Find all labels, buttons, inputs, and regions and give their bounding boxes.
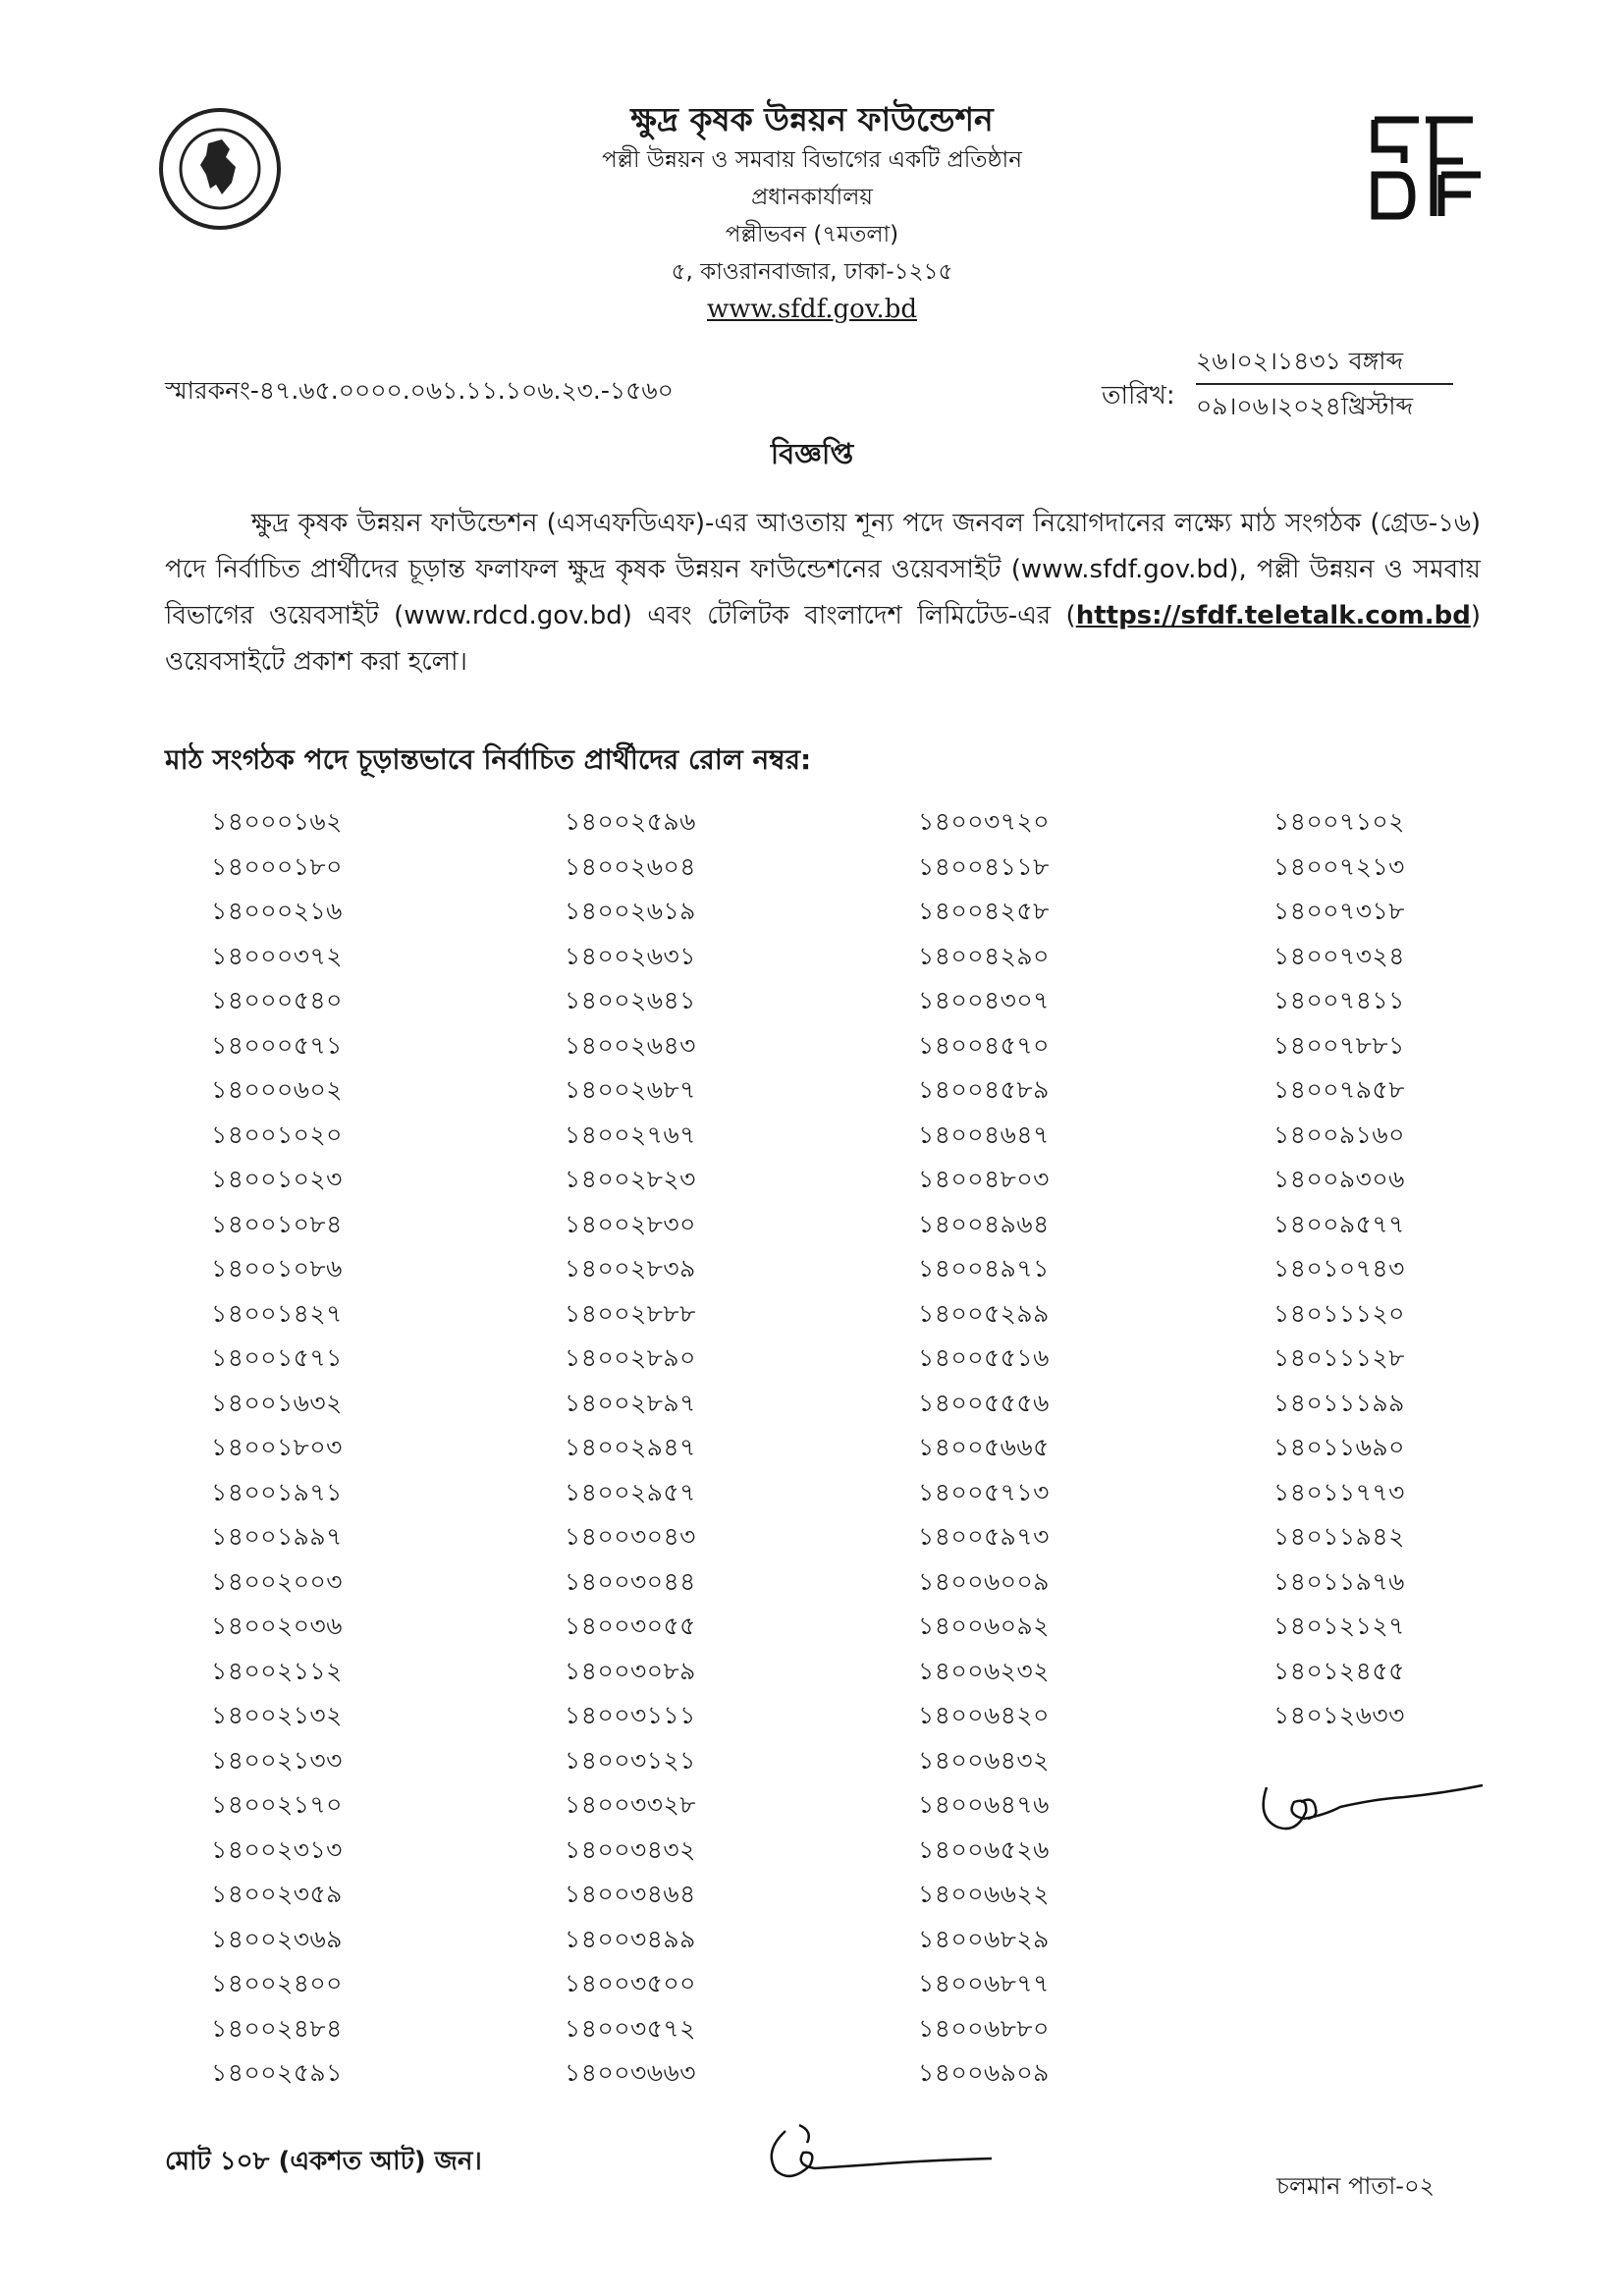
roll-number: ১৪০১১৬৯০ [1273, 1433, 1405, 1461]
roll-number: ১৪০০১০৮৬ [211, 1254, 343, 1283]
roll-number: ১৪০০৭২১৩ [1273, 851, 1405, 881]
roll-number: ১৪০০৯৩০৬ [1273, 1165, 1405, 1193]
building-name: পল্লীভবন (৭মতলা) [725, 222, 899, 247]
date-label: তারিখ: [1102, 381, 1175, 410]
roll-number: ১৪০০২৫৯১ [211, 2058, 343, 2087]
roll-number: ১৪০০৪২৯০ [918, 941, 1050, 970]
roll-number: ১৪০০১৬৩২ [211, 1388, 343, 1417]
roll-number: ১৪০০৩৩২৮ [565, 1790, 696, 1819]
roll-number: ১৪০০২৭৬৭ [565, 1120, 696, 1149]
roll-number: ১৪০০৬৪৭৬ [918, 1790, 1050, 1819]
roll-number: ১৪০০২৩৫৯ [211, 1880, 343, 1908]
roll-number: ১৪০১১৭৭৩ [1273, 1477, 1405, 1506]
office-name: প্রধানকার্যালয় [751, 185, 873, 210]
roll-number: ১৪০০৯৫৭৭ [1273, 1209, 1405, 1238]
roll-number: ১৪০০৩১২১ [565, 1745, 696, 1775]
roll-number: ১৪০০৪৯৭১ [918, 1254, 1050, 1283]
roll-number: ১৪০০২৬১৯ [565, 897, 696, 925]
roll-number: ১৪০০১৯৭১ [211, 1477, 343, 1506]
roll-number: ১৪০১১১২৮ [1273, 1343, 1405, 1372]
roll-number: ১৪০০৪৩০৭ [918, 986, 1050, 1014]
roll-number: ১৪০০০১৬২ [211, 807, 343, 836]
organization-subtitle: পল্লী উন্নয়ন ও সমবায় বিভাগের একটি প্রতিষ্ঠান [602, 147, 1022, 173]
roll-number: ১৪০১১১৯৯ [1273, 1388, 1405, 1417]
roll-number: ১৪০০১৮০৩ [211, 1433, 343, 1461]
roll-number: ১৪০০২০৩৬ [211, 1612, 343, 1640]
roll-number: ১৪০০৬৪৩২ [918, 1745, 1050, 1775]
roll-number: ১৪০০২৮৩৯ [565, 1254, 696, 1283]
signature [1247, 1758, 1492, 1846]
roll-number: ১৪০০২৯৪৭ [565, 1433, 696, 1461]
roll-number: ১৪০০২৮৯৭ [565, 1388, 696, 1417]
roll-number: ১৪০০০৩৭২ [211, 941, 343, 970]
roll-number: ১৪০০১৫৭১ [211, 1343, 343, 1372]
total-count: মোট ১০৮ (একশত আট) জন। [165, 2147, 482, 2176]
roll-number: ১৪০০৭৪১১ [1273, 986, 1405, 1014]
memo-reference: স্মারকনং-৪৭.৬৫.০০০০.০৬১.১১.১০৬.২৩.-১৫৬০ [165, 376, 674, 405]
roll-number: ১৪০০০৫৪০ [211, 986, 343, 1014]
roll-number: ১৪০০৩০৪৪ [565, 1566, 696, 1596]
roll-number: ১৪০০২৫৯৬ [565, 807, 696, 836]
roll-number: ১৪০০৬৬২২ [918, 1880, 1050, 1908]
roll-number: ১৪০০৩৬৬৩ [565, 2058, 696, 2087]
roll-number: ১৪০০০১৮০ [211, 851, 343, 881]
roll-number: ১৪০১১৯৪২ [1273, 1522, 1405, 1551]
roll-number: ১৪০০২৩৬৯ [211, 1924, 343, 1953]
roll-number: ১৪০০৬২৩২ [918, 1656, 1050, 1685]
roll-number: ১৪০০৪৫৭০ [918, 1030, 1050, 1060]
roll-number: ১৪০০৫৫১৬ [918, 1343, 1050, 1372]
notice-body [165, 501, 1481, 685]
roll-number: ১৪০০৪৫৮৯ [918, 1075, 1050, 1104]
government-emblem [157, 106, 283, 232]
roll-number: ১৪০০৬৪২০ [918, 1701, 1050, 1729]
date-block [1196, 344, 1453, 424]
roll-number: ১৪০০৬৯০৯ [918, 2058, 1050, 2087]
roll-number: ১৪০০২৮৯০ [565, 1343, 696, 1372]
roll-number: ১৪০০১৪২৭ [211, 1298, 343, 1328]
roll-number: ১৪০০১০৮৪ [211, 1209, 343, 1238]
date-bangla: ২৬।০২।১৪৩১ বঙ্গাব্দ [1196, 344, 1453, 385]
roll-number: ১৪০০২১১২ [211, 1656, 343, 1685]
roll-number: ১৪০০১০২৩ [211, 1165, 343, 1193]
roll-number: ১৪০১১১২০ [1273, 1298, 1405, 1328]
organization-name: ক্ষুদ্র কৃষক উন্নয়ন ফাউন্ডেশন [630, 100, 994, 138]
roll-number: ১৪০১২৬৩৩ [1273, 1701, 1405, 1729]
roll-number: ১৪০০২১৭০ [211, 1790, 343, 1819]
address: ৫, কাওরানবাজার, ঢাকা-১২১৫ [671, 259, 953, 285]
roll-number: ১৪০০০২১৬ [211, 897, 343, 925]
roll-number: ১৪০০৬০০৯ [918, 1566, 1050, 1596]
roll-number: ১৪০০২৮৩০ [565, 1209, 696, 1238]
roll-number: ১৪০০৬৮২৯ [918, 1924, 1050, 1953]
roll-number: ১৪০০২১৩৩ [211, 1745, 343, 1775]
roll-number: ১৪০০৭৯৫৮ [1273, 1075, 1405, 1104]
roll-list-heading: মাঠ সংগঠক পদে চূড়ান্তভাবে নির্বাচিত প্রার্থীদের রোল নম্বর: [165, 743, 812, 776]
body-text-part2: ) ওয়েবসাইটে প্রকাশ করা হলো। [165, 601, 1481, 677]
roll-number: ১৪০০২০০৩ [211, 1566, 343, 1596]
roll-number: ১৪০০৬০৯২ [918, 1612, 1050, 1640]
roll-number: ১৪০০২৬৩১ [565, 941, 696, 970]
letterhead [452, 98, 1172, 328]
roll-number: ১৪০০৩৪৬৪ [565, 1880, 696, 1908]
roll-number: ১৪০০৪১১৮ [918, 851, 1050, 881]
roll-number: ১৪০০০৬০২ [211, 1075, 343, 1104]
roll-number: ১৪০০৫৭১৩ [918, 1477, 1050, 1506]
roll-number: ১৪০০৩৫৭২ [565, 2013, 696, 2043]
roll-number: ১৪০০৭১০২ [1273, 807, 1405, 836]
roll-number: ১৪০০৫২৯৯ [918, 1298, 1050, 1328]
roll-number: ১৪০০৪৮০৩ [918, 1165, 1050, 1193]
roll-number: ১৪০০১০২০ [211, 1120, 343, 1149]
roll-number: ১৪০০৪৯৬৪ [918, 1209, 1050, 1238]
roll-number: ১৪০০৩০৫৫ [565, 1612, 696, 1640]
roll-number: ১৪০০৫৯৭৩ [918, 1522, 1050, 1551]
roll-number: ১৪০০০৫৭১ [211, 1030, 343, 1060]
roll-number: ১৪০০৯১৬০ [1273, 1120, 1405, 1149]
roll-number: ১৪০০২৬৪৩ [565, 1030, 696, 1060]
roll-number: ১৪০০১৯৯৭ [211, 1522, 343, 1551]
roll-number: ১৪০০২৩১৩ [211, 1834, 343, 1864]
roll-number: ১৪০০৭৩১৮ [1273, 897, 1405, 925]
roll-number: ১৪০০২১৩২ [211, 1701, 343, 1729]
roll-number: ১৪০০২৬৪১ [565, 986, 696, 1014]
roll-number: ১৪০০৭৮৮১ [1273, 1030, 1405, 1060]
roll-number: ১৪০০২৬৮৭ [565, 1075, 696, 1104]
roll-number: ১৪০০৩৫০০ [565, 1969, 696, 1997]
roll-number: ১৪০০৩৭২০ [918, 807, 1050, 836]
roll-number-list [211, 799, 1488, 2096]
signature [756, 2111, 1001, 2190]
roll-number: ১৪০০৩০৮৯ [565, 1656, 696, 1685]
sfdf-logo [1365, 106, 1492, 230]
roll-number: ১৪০০৬৮৮০ [918, 2013, 1050, 2043]
roll-number: ১৪০০৬৮৭৭ [918, 1969, 1050, 1997]
roll-number: ১৪০০৭৩২৪ [1273, 941, 1405, 970]
body-text-part1: ক্ষুদ্র কৃষক উন্নয়ন ফাউন্ডেশন (এসএফডিএফ)-এর আওতায় শূন্য পদে জনবল নিয়োগদানের লক্ষ্যে মাঠ সংগঠক (গ্রেড-১৬) পদে নির্বাচিত প্রার্থীদের চূড়ান্ত ফলাফল ক্ষুদ্র কৃষক উন্নয়ন ফাউন্ডেশনের ওয়েবসাইট (www.sfdf.gov.bd), পল্লী উন্নয়ন ও সমবায় বিভাগের ওয়েবসাইট (www.rdcd.gov.bd) এবং টেলিটক বাংলাদেশ লিমিটেড-এর ( [165, 509, 1481, 630]
roll-number: ১৪০০৪২৫৮ [918, 897, 1050, 925]
roll-number: ১৪০০৩০৪৩ [565, 1522, 696, 1551]
roll-number: ১৪০০২৬০৪ [565, 851, 696, 881]
roll-number: ১৪০০২৯৫৭ [565, 1477, 696, 1506]
roll-number: ১৪০০২৮২৩ [565, 1165, 696, 1193]
date-english: ০৯।০৬।২০২৪খ্রিস্টাব্দ [1196, 392, 1414, 420]
roll-number: ১৪০০৫৬৬৫ [918, 1433, 1050, 1461]
website-link[interactable]: www.sfdf.gov.bd [707, 295, 917, 324]
roll-number: ১৪০১২১২৭ [1273, 1612, 1405, 1640]
page-continuation-note: চলমান পাতা-০২ [1276, 2172, 1435, 2200]
roll-number: ১৪০০৩৪৯৯ [565, 1924, 696, 1953]
teletalk-link[interactable]: https://sfdf.teletalk.com.bd [1075, 601, 1471, 630]
roll-number: ১৪০০৩৪৩২ [565, 1834, 696, 1864]
roll-number: ১৪০০৩১১১ [565, 1701, 696, 1729]
notice-title: বিজ্ঞপ্তি [770, 437, 854, 470]
roll-number: ১৪০০২৪৮৪ [211, 2013, 343, 2043]
roll-number: ১৪০১০৭৪৩ [1273, 1254, 1405, 1283]
roll-number: ১৪০০৫৫৫৬ [918, 1388, 1050, 1417]
roll-number: ১৪০১১৯৭৬ [1273, 1566, 1405, 1596]
roll-number: ১৪০০২৪০০ [211, 1969, 343, 1997]
roll-number: ১৪০১২৪৫৫ [1273, 1656, 1405, 1685]
roll-number: ১৪০০৬৫২৬ [918, 1834, 1050, 1864]
roll-number: ১৪০০৪৬৪৭ [918, 1120, 1050, 1149]
roll-number: ১৪০০২৮৮৮ [565, 1298, 696, 1328]
